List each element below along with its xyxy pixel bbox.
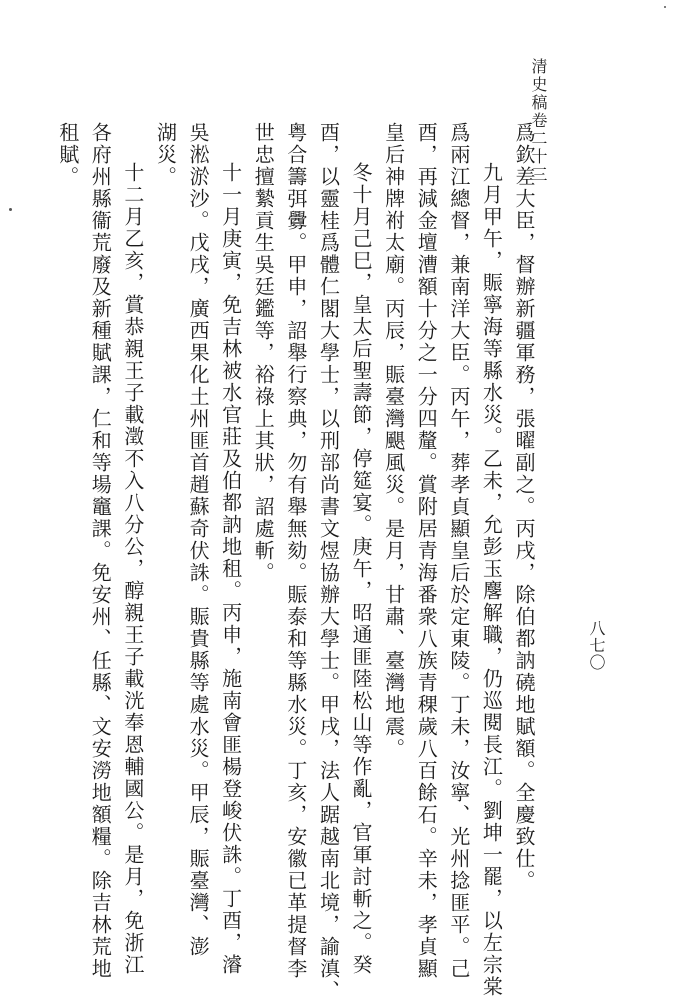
text-column: 世忠擅縶貢生吳廷鑑等，裕祿上其狀，詔處斬。: [251, 122, 276, 584]
running-head: 清史稿卷二十三: [529, 58, 548, 184]
text-column: 爲欽差大臣，督辦新疆軍務，張曜副之。丙戌，除伯都訥磽地賦額。全慶致仕。: [512, 122, 536, 892]
body-text: [55, 122, 540, 1002]
text-column: 酉，以靈桂爲體仁閣大學士，以刑部尚書文煜協辦大學士。甲戌，法人踞越南北境，諭滇、: [316, 122, 341, 1002]
text-column: 湖災。: [153, 122, 178, 188]
text-column: 吳淞淤沙。戊戌，廣西果化土州匪首趙蘇奇伏誅。賑貴縣等處水災。甲辰，賑臺灣、澎: [186, 122, 211, 958]
text-column: 酉，再減金壇漕額十分之一分四釐。賞附居青海番衆八族青稞歲八百餘石。辛未，孝貞顯: [414, 122, 439, 980]
scan-speck: [664, 6, 666, 8]
page-number: 八七〇: [587, 620, 606, 671]
text-column: 各府州縣衞荒廢及新種賦課，仁和等場竈課。免安州、任縣、文安澇地額糧。除吉林荒地: [88, 122, 113, 980]
text-column: 十二月乙亥，賞恭親王子載澂不入八分公，醇親王子載洸奉恩輔國公。是月，免浙江: [120, 162, 145, 976]
text-column: 冬十月己巳，皇太后聖壽節，停筵宴。庚午，昭通匪陸松山等作亂，官軍討斬之。癸: [349, 162, 374, 976]
text-column: 九月甲午，賑寧海等縣水災。乙未，允彭玉麐解職，仍巡閱長江。劉坤一罷，以左宗棠: [479, 162, 504, 998]
text-column: 租賦。: [55, 122, 80, 188]
text-column: 粤合籌弭釁。甲申，詔舉行察典，勿有舉無劾。賑泰和等縣水災。丁亥，安徽已革提督李: [283, 122, 308, 980]
text-column: 爲兩江總督，兼南洋大臣。丙午，葬孝貞顯皇后於定東陵。丁未，汝寧、光州捻匪平。己: [446, 122, 471, 980]
text-column: 十一月庚寅，免吉林被水官莊及伯都訥地租。丙申，施南會匪楊登峻伏誅。丁酉，濬: [218, 162, 243, 976]
text-column: 皇后神牌祔太廟。丙辰，賑臺灣颶風災。是月，甘肅、臺灣地震。: [381, 122, 406, 760]
scan-speck: [9, 208, 12, 211]
